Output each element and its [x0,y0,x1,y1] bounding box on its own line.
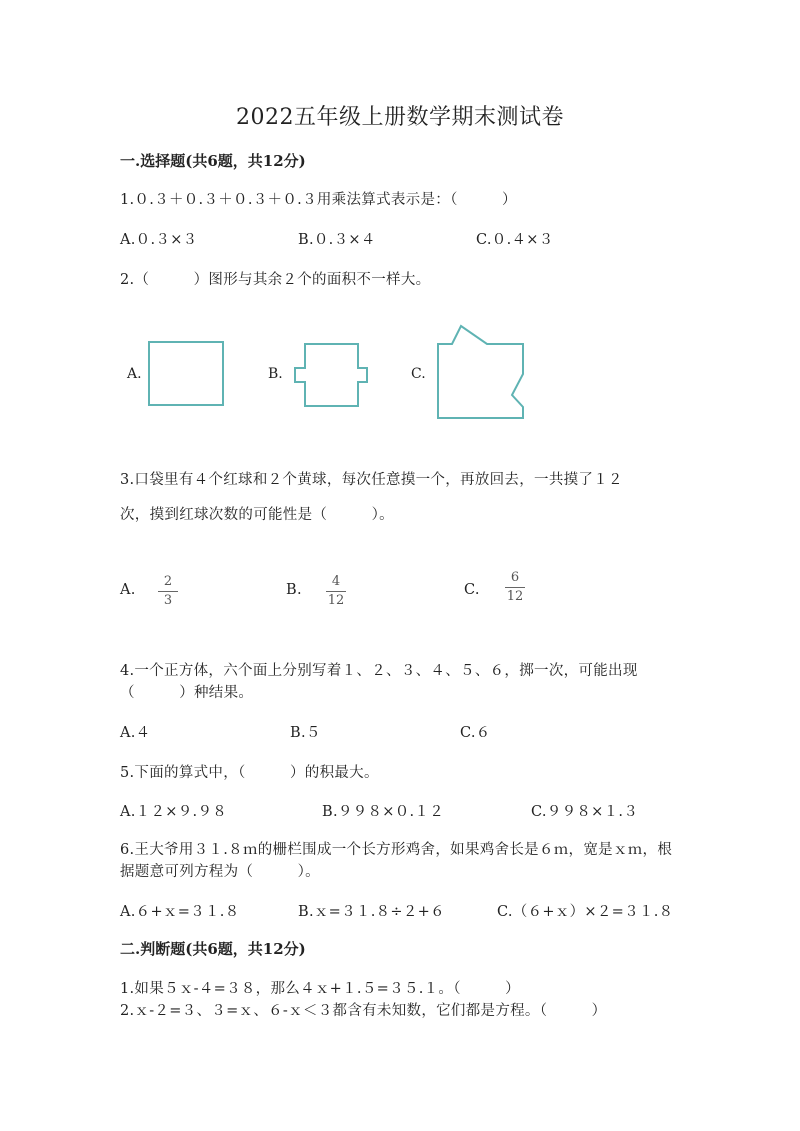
question-1-2: 2.（ ）图形与其余２个的面积不一样大。 [120,272,431,288]
q1-3-option-c[interactable]: C. [464,582,480,598]
q1-3-fraction-a: 2 3 [156,574,180,609]
question-2-2: 2.ｘ-２=３、３=ｘ、６-ｘ＜３都含有未知数，它们都是方程。（ ） [120,1003,607,1019]
section-1-heading: 一.选择题(共6题，共12分) [120,152,306,170]
shape-b-cross [295,344,367,406]
q1-6-option-a[interactable]: A.６+ｘ=３１.８ [120,904,240,920]
shape-a-rectangle [149,342,223,405]
q1-2-option-a[interactable]: A. [127,366,142,382]
question-1-4-line-1: 4.一个正方体，六个面上分别写着１、２、３、４、５、６，掷一次，可能出现 [120,663,638,679]
q1-6-option-c[interactable]: C.（６+ｘ）×２=３１.８ [497,904,674,920]
q1-3-option-b[interactable]: B. [286,582,302,598]
q1-2-option-b[interactable]: B. [268,366,283,382]
q1-4-option-c[interactable]: C.６ [460,725,491,741]
q1-1-option-a[interactable]: A.０.３×３ [120,232,198,248]
question-1-1: 1.０.３＋０.３＋０.３＋０.３用乘法算式表示是：（ ） [120,192,517,208]
section-2-heading: 二.判断题(共6题，共12分) [120,940,306,958]
question-1-4-line-2: （ ）种结果。 [120,685,254,701]
question-1-6-line-2: 据题意可列方程为（ ）。 [120,864,320,880]
q1-5-option-a[interactable]: A.１２×９.９８ [120,804,228,820]
q1-5-option-b[interactable]: B.９９８×０.１２ [322,804,445,820]
question-2-1: 1.如果５ｘ-４=３８，那么４ｘ+１.５=３５.１。（ ） [120,981,520,997]
q1-3-option-a[interactable]: A. [120,582,136,598]
page-title: 2022五年级上册数学期末测试卷 [236,105,564,130]
q1-2-option-c[interactable]: C. [411,366,426,382]
q1-5-option-c[interactable]: C.９９８×１.３ [531,804,639,820]
q1-6-option-b[interactable]: B.ｘ=３１.８÷２+６ [298,904,445,920]
question-1-3-line-1: 3.口袋里有４个红球和２个黄球，每次任意摸一个，再放回去，一共摸了１２ [120,472,623,488]
shape-c-irregular [438,326,523,418]
question-1-3-line-2: 次，摸到红球次数的可能性是（ ）。 [120,507,394,523]
q1-3-fraction-c: 6 12 [506,570,524,604]
q1-4-option-a[interactable]: A.４ [120,725,151,741]
q1-1-option-b[interactable]: B.０.３×４ [298,232,376,248]
question-1-5: 5.下面的算式中，（ ）的积最大。 [120,765,379,781]
question-1-6-line-1: 6.王大爷用３１.８ｍ的栅栏围成一个长方形鸡舍，如果鸡舍长是６ｍ，宽是ｘｍ，根 [120,842,673,858]
q1-3-fraction-b: 4 12 [327,574,345,608]
q1-4-option-b[interactable]: B.５ [290,725,321,741]
q1-1-option-c[interactable]: C.０.４×３ [476,232,554,248]
